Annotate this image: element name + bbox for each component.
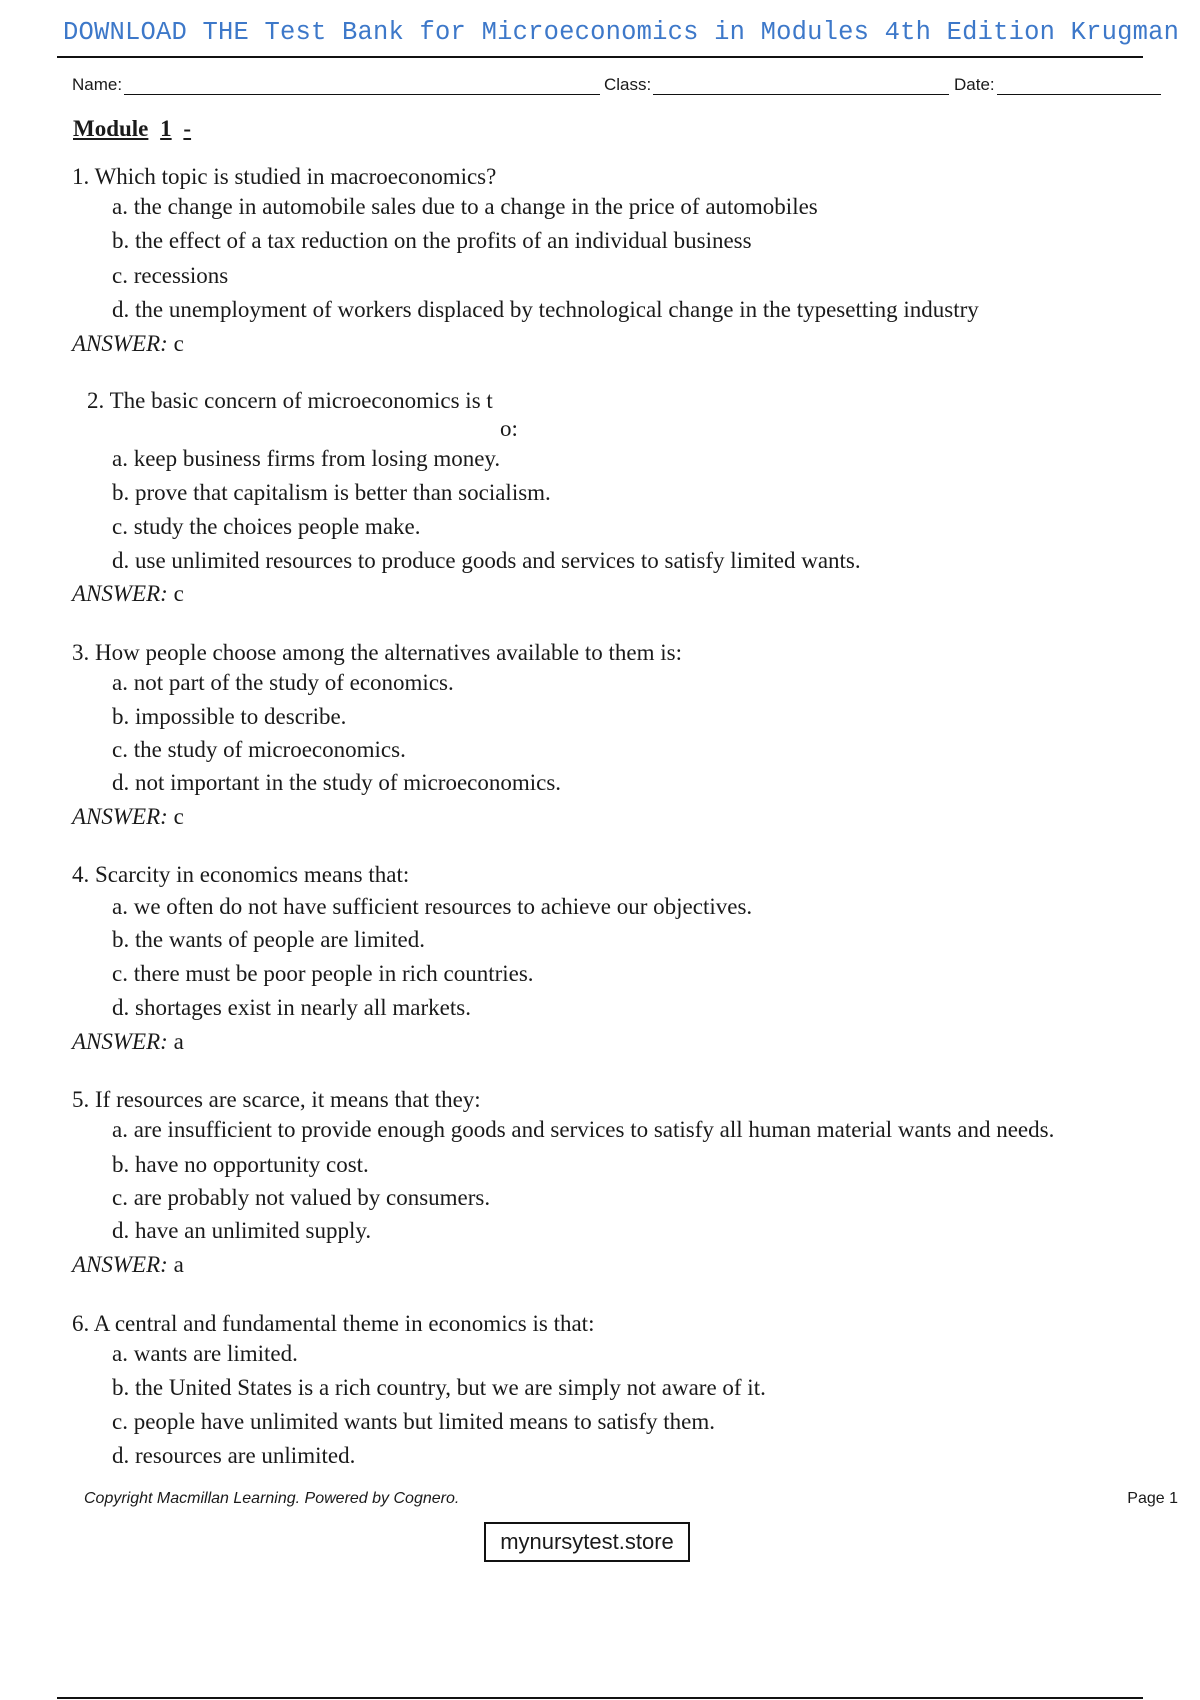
date-field [954, 74, 1161, 95]
option-5a [112, 1117, 1054, 1143]
option-letter: d. [112, 995, 130, 1020]
download-banner: DOWNLOAD THE Test Bank for Microeconomics in Modules 4th Edition Krugman [63, 18, 1180, 47]
option-4d [112, 995, 471, 1021]
answer-value: c [173, 581, 184, 606]
option-1c [112, 263, 228, 289]
option-text: the study of microeconomics. [133, 737, 406, 762]
option-letter: b. [112, 480, 130, 505]
option-text: prove that capitalism is better than socialism. [135, 480, 551, 505]
option-text: have an unlimited supply. [135, 1218, 372, 1243]
option-text: have no opportunity cost. [135, 1152, 369, 1177]
question-stem: The basic concern of microeconomics is t [109, 388, 493, 413]
option-text: are probably not valued by consumers. [133, 1185, 491, 1210]
question-stem: How people choose among the alternatives available to them is: [95, 640, 682, 665]
question-number: 6. [72, 1311, 90, 1336]
option-text: there must be poor people in rich countries. [133, 961, 534, 986]
answer-value: a [173, 1252, 184, 1277]
option-5b [112, 1152, 369, 1178]
option-2a [112, 446, 500, 472]
option-letter: c. [112, 1409, 128, 1434]
question-2-stem-wrap: o: [500, 416, 518, 441]
option-letter: a. [112, 446, 128, 471]
option-letter: b. [112, 1152, 130, 1177]
name-line [124, 74, 600, 95]
option-3c [112, 737, 406, 763]
option-letter: b. [112, 927, 130, 952]
class-line [653, 74, 949, 95]
option-6b [112, 1375, 766, 1401]
option-1a [112, 194, 818, 220]
option-2c [112, 514, 421, 540]
answer-4 [72, 1029, 184, 1055]
question-stem: A central and fundamental theme in economics is that: [93, 1311, 595, 1336]
question-5 [72, 1086, 481, 1114]
option-text: wants are limited. [133, 1341, 298, 1366]
option-text: use unlimited resources to produce goods and services to satisfy limited wants. [135, 548, 861, 573]
date-line [997, 74, 1161, 95]
answer-label: ANSWER: [72, 804, 168, 829]
option-letter: b. [112, 228, 130, 253]
option-letter: c. [112, 737, 128, 762]
class-field [604, 74, 949, 95]
option-letter: d. [112, 297, 130, 322]
question-2 [87, 387, 493, 415]
option-4a [112, 894, 752, 920]
option-1d [112, 297, 979, 323]
bottom-divider [57, 1697, 1143, 1699]
option-2b [112, 480, 551, 506]
option-letter: a. [112, 670, 128, 695]
option-6c [112, 1409, 715, 1435]
option-text: keep business firms from losing money. [133, 446, 501, 471]
option-letter: a. [112, 1117, 128, 1142]
option-letter: d. [112, 1443, 130, 1468]
question-number: 2. [87, 388, 105, 413]
option-text: the United States is a rich country, but we are simply not aware of it. [135, 1375, 766, 1400]
banner-divider [57, 56, 1143, 58]
answer-5 [72, 1252, 184, 1278]
answer-label: ANSWER: [72, 331, 168, 356]
option-text: study the choices people make. [133, 514, 421, 539]
option-5c [112, 1185, 490, 1211]
option-letter: d. [112, 770, 130, 795]
module-label: Module [73, 116, 149, 141]
option-text: the change in automobile sales due to a change in the price of automobiles [133, 194, 818, 219]
module-number: 1 [160, 116, 172, 141]
option-letter: c. [112, 961, 128, 986]
question-4 [72, 861, 409, 889]
option-text: recessions [133, 263, 229, 288]
name-field [72, 74, 600, 95]
option-text: are insufficient to provide enough goods and services to satisfy all human material wants and needs. [133, 1117, 1055, 1142]
option-text: impossible to describe. [135, 704, 347, 729]
question-stem: If resources are scarce, it means that they: [95, 1087, 481, 1112]
header-fields [72, 74, 1168, 102]
question-stem: Scarcity in economics means that: [95, 862, 410, 887]
store-badge[interactable]: mynursytest.store [484, 1522, 690, 1562]
option-letter: c. [112, 1185, 128, 1210]
question-number: 5. [72, 1087, 90, 1112]
answer-2 [72, 581, 184, 607]
option-letter: d. [112, 1218, 130, 1243]
question-3 [72, 639, 682, 667]
answer-label: ANSWER: [72, 1252, 168, 1277]
date-label: Date: [954, 75, 995, 94]
option-text: the effect of a tax reduction on the profits of an individual business [135, 228, 752, 253]
option-6a [112, 1341, 298, 1367]
option-letter: a. [112, 894, 128, 919]
option-3a [112, 670, 454, 696]
option-text: resources are unlimited. [135, 1443, 356, 1468]
option-5d [112, 1218, 371, 1244]
answer-label: ANSWER: [72, 581, 168, 606]
question-number: 1. [72, 164, 90, 189]
option-3d [112, 770, 561, 796]
name-label: Name: [72, 75, 123, 94]
question-6 [72, 1310, 594, 1338]
option-letter: a. [112, 194, 128, 219]
answer-1 [72, 331, 184, 357]
question-number: 3. [72, 640, 90, 665]
option-text: not part of the study of economics. [133, 670, 454, 695]
option-6d [112, 1443, 355, 1469]
class-label: Class: [604, 75, 652, 94]
module-suffix: - [183, 116, 192, 141]
question-1 [72, 163, 496, 191]
option-text: people have unlimited wants but limited means to satisfy them. [133, 1409, 715, 1434]
option-letter: d. [112, 548, 130, 573]
answer-value: c [173, 331, 184, 356]
option-4b [112, 927, 425, 953]
footer-copyright: Copyright Macmillan Learning. Powered by Cognero. [84, 1490, 460, 1507]
module-heading [73, 116, 191, 142]
option-4c [112, 961, 534, 987]
question-number: 4. [72, 862, 90, 887]
option-text: shortages exist in nearly all markets. [135, 995, 471, 1020]
option-3b [112, 704, 346, 730]
option-letter: b. [112, 704, 130, 729]
option-text: not important in the study of microeconomics. [135, 770, 562, 795]
option-letter: c. [112, 514, 128, 539]
answer-value: c [173, 804, 184, 829]
option-2d [112, 548, 861, 574]
option-text: we often do not have sufficient resources to achieve our objectives. [133, 894, 753, 919]
option-letter: a. [112, 1341, 128, 1366]
answer-3 [72, 804, 184, 830]
option-letter: c. [112, 263, 128, 288]
option-letter: b. [112, 1375, 130, 1400]
option-1b [112, 228, 752, 254]
answer-value: a [173, 1029, 184, 1054]
footer-page-number: Page 1 [1127, 1490, 1178, 1507]
question-stem: Which topic is studied in macroeconomics? [94, 164, 497, 189]
option-text: the wants of people are limited. [135, 927, 425, 952]
option-text: the unemployment of workers displaced by technological change in the typesetting industry [135, 297, 979, 322]
answer-label: ANSWER: [72, 1029, 168, 1054]
